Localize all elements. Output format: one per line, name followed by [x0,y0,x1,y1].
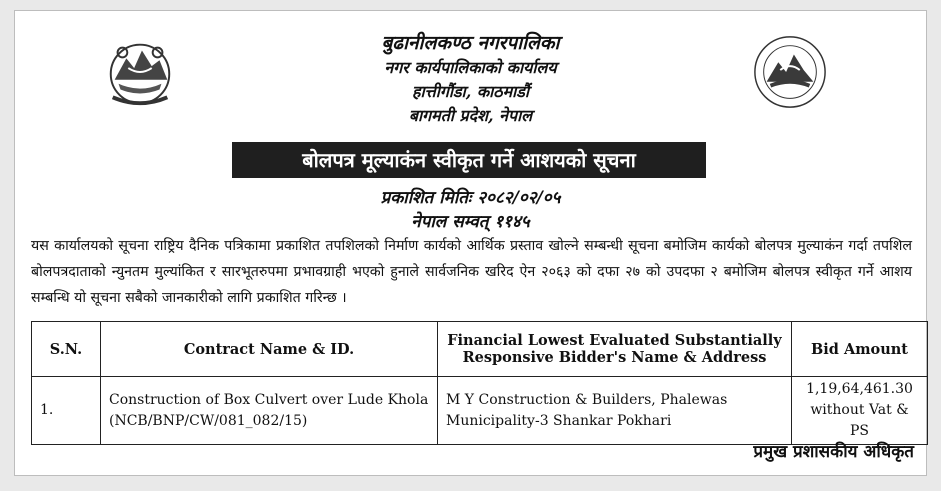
municipality-name: बुढानीलकण्ठ नगरपालिका [381,32,560,54]
table-header-row [32,322,928,377]
notice-body: यस कार्यालयको सूचना राष्ट्रिय दैनिक पत्रिकामा प्रकाशित तपशिलको निर्माण कार्यको आर्थिक प्रस्ताव खोल्ने सम्बन्धी सूचना बमोजिम कार्यको बोलपत्र मुल्याकंन गर्दा तपशिल बोलपत्रदाताको न्युनतम मुल्यांकित र सारभूतरुपमा प्रभावग्राही भएको हुनाले सार्वजनिक खरिद ऐन २०६३ को दफा २७ को उपदफा २ बमोजिम बोलपत्र स्वीकृत गर्ने आशय सम्बन्धि यो सूचना सबैको जानकारीको लागि प्रकाशित गरिन्छ । [31,238,912,306]
row-amount: 1,19,64,461.30 [806,381,913,397]
notice-title: बोलपत्र मूल्याकंन स्वीकृत गर्ने आशयको सूचना [232,142,706,178]
published-date: प्रकाशित मितिः २०८२/०२/०५ [380,188,561,208]
office-province: बागमती प्रदेश, नेपाल [408,106,533,125]
office-address: हात्तीगौंडा, काठमाडौं [412,82,529,101]
header-bidder: Financial Lowest Evaluated Substantially Responsive Bidder's Name & Address [438,322,792,377]
row-amount-cell [792,377,928,445]
notice-page [14,10,927,476]
row-sn: 1. [32,377,101,445]
header-sn: S.N. [32,322,101,377]
header-contract: Contract Name & ID. [101,322,438,377]
office-header [15,31,926,128]
row-bidder: M Y Construction & Builders, Phalewas Municipality-3 Shankar Pokhari [438,377,792,445]
table-row [32,377,928,445]
signatory-title: प्रमुख प्रशासकीय अधिकृत [753,442,914,462]
row-amount-note: without Vat & PS [810,402,909,439]
row-contract: Construction of Box Culvert over Lude Khola (NCB/BNP/CW/081_082/15) [101,377,438,445]
nepal-samvat-date: नेपाल सम्वत् ११४५ [411,212,530,232]
office-name: नगर कार्यपालिकाको कार्यालय [384,58,557,77]
header-amount: Bid Amount [792,322,928,377]
award-table [31,321,928,445]
